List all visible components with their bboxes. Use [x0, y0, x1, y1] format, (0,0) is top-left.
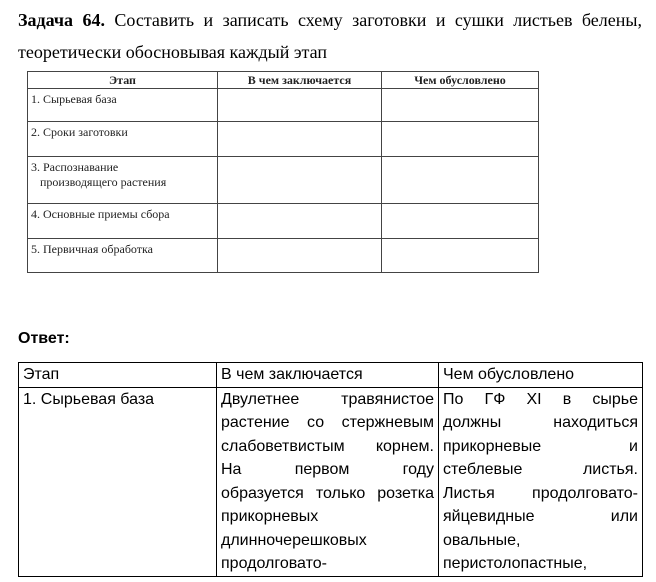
text-line: растение со стержневым: [221, 414, 434, 431]
scan-cell-empty: [218, 122, 382, 156]
answer-why-1: [439, 387, 643, 576]
text-line: длинночерешковых: [221, 531, 367, 549]
scan-cell-empty: [218, 156, 382, 203]
text-line: Двулетнее травянистое: [221, 390, 434, 408]
text-line: стеблевые листья.: [443, 461, 638, 478]
text-line: продолговато-: [221, 555, 327, 572]
scan-cell-empty: [382, 156, 539, 203]
answer-table: [18, 362, 643, 577]
answer-header-what: В чем заключается: [217, 363, 439, 388]
scan-cell-empty: [218, 204, 382, 238]
scan-cell-empty: [382, 89, 539, 122]
scan-stage-4: 4. Основные приемы сбора: [28, 204, 218, 238]
answer-header-why: Чем обусловлено: [439, 363, 643, 388]
answer-label: Ответ:: [18, 330, 70, 347]
text-line: прикорневые и: [443, 437, 638, 455]
scan-cell-empty: [382, 238, 539, 272]
scan-cell-empty: [382, 204, 539, 238]
text-line: яйцевидные или: [443, 508, 638, 525]
text-line: овальные,: [443, 531, 521, 549]
scan-stage-1: 1. Сырьевая база: [28, 89, 218, 122]
scan-stage-3: [28, 156, 218, 203]
scan-header-what: В чем заключается: [218, 72, 382, 89]
scan-cell-empty: [218, 89, 382, 122]
text-line: По ГФ XI в сырье: [443, 390, 638, 408]
text-line: образуется только розетка: [221, 484, 434, 502]
text-line: Листья продолговато-: [443, 484, 638, 502]
text-line: перистолопастные,: [443, 555, 588, 572]
answer-header-stage: Этап: [19, 363, 217, 388]
scan-stage-3-line1: 3. Распознавание: [31, 159, 119, 174]
answer-stage-1: 1. Сырьевая база: [19, 387, 217, 576]
scan-stage-2: 2. Сроки заготовки: [28, 122, 218, 156]
scan-header-why: Чем обусловлено: [382, 72, 539, 89]
scanned-task-table: [27, 71, 539, 273]
text-line: слабоветвистым корнем.: [221, 437, 434, 455]
text-line: На первом году: [221, 461, 434, 478]
scan-cell-empty: [382, 122, 539, 156]
scan-cell-empty: [218, 238, 382, 272]
task-statement: [18, 4, 642, 68]
scan-stage-5: 5. Первичная обработка: [28, 238, 218, 272]
scan-header-stage: Этап: [28, 72, 218, 89]
task-number: Задача 64.: [18, 10, 105, 30]
scan-stage-3-line2: производящего растения: [40, 174, 167, 189]
text-line: должны находиться: [443, 414, 638, 431]
task-text: Составить и записать схему заготовки и сушки листьев белены, теоретически обосновывая каждый этап: [18, 10, 642, 62]
text-line: прикорневых: [221, 508, 319, 525]
answer-what-1: [217, 387, 439, 576]
